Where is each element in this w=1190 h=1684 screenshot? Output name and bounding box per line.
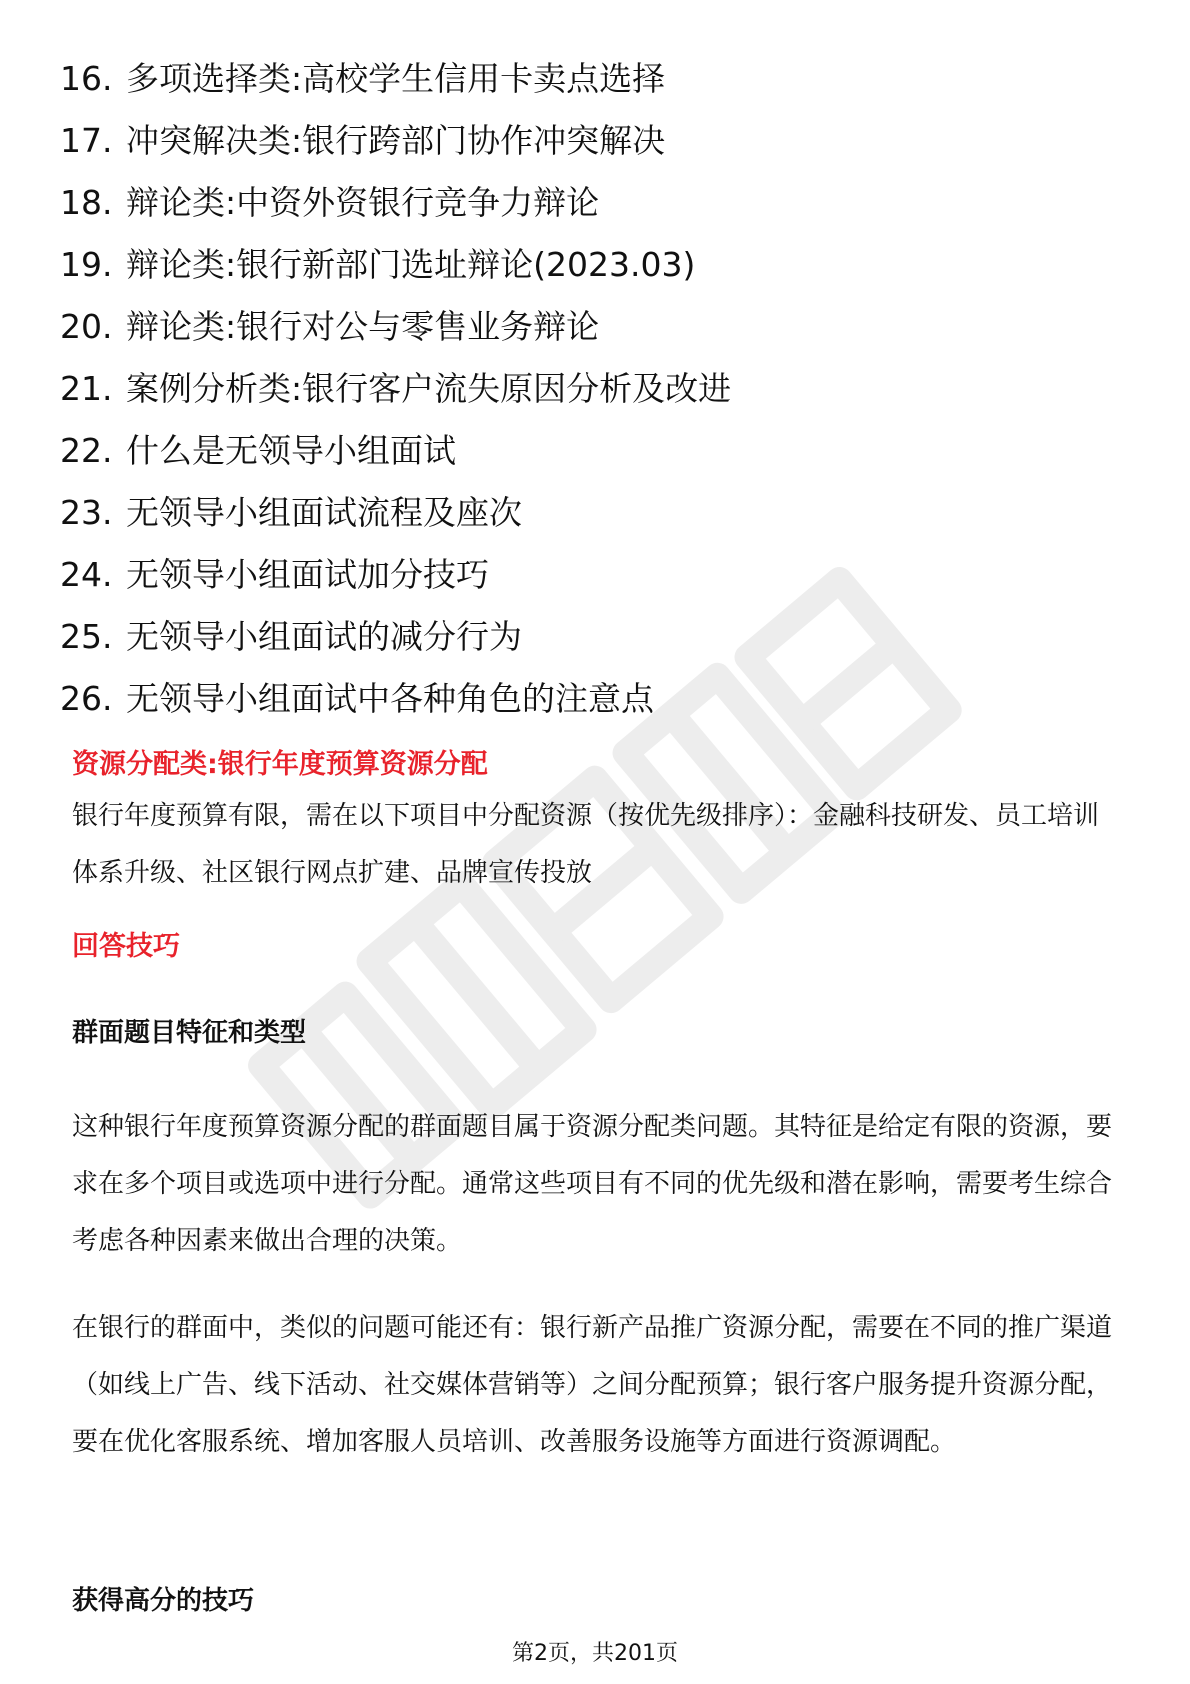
toc-item[interactable]: [60, 48, 731, 110]
toc-title: 辩论类:银行对公与零售业务辩论: [126, 307, 600, 346]
toc-number: 25.: [60, 617, 113, 656]
toc-item[interactable]: [60, 234, 731, 296]
table-of-contents: [60, 48, 731, 730]
toc-number: 18.: [60, 183, 113, 222]
subheading-features: 群面题目特征和类型: [72, 1018, 307, 1048]
toc-item[interactable]: [60, 172, 731, 234]
toc-title: 案例分析类:银行客户流失原因分析及改进: [126, 369, 732, 408]
subheading-high-score-tips: 获得高分的技巧: [72, 1586, 255, 1616]
toc-item[interactable]: [60, 606, 731, 668]
toc-number: 21.: [60, 369, 113, 408]
toc-title: 什么是无领导小组面试: [126, 431, 456, 470]
section-intro: 银行年度预算有限，需在以下项目中分配资源（按优先级排序）：金融科技研发、员工培训体系升级、社区银行网点扩建、品牌宣传投放: [72, 801, 1100, 888]
toc-title: 无领导小组面试流程及座次: [126, 493, 522, 532]
toc-number: 24.: [60, 555, 113, 594]
toc-title: 无领导小组面试加分技巧: [126, 555, 489, 594]
toc-number: 23.: [60, 493, 113, 532]
toc-item[interactable]: [60, 358, 731, 420]
toc-item[interactable]: [60, 668, 731, 730]
toc-item[interactable]: [60, 420, 731, 482]
toc-title: 无领导小组面试的减分行为: [126, 617, 522, 656]
toc-item[interactable]: [60, 482, 731, 544]
toc-number: 17.: [60, 121, 113, 160]
paragraph-similar-questions: 在银行的群面中，类似的问题可能还有：银行新产品推广资源分配，需要在不同的推广渠道（如线上广告、线下活动、社交媒体营销等）之间分配预算；银行客户服务提升资源分配，要在优化客服系统、增加客服人员培训、改善服务设施等方面进行资源调配。: [72, 1313, 1113, 1457]
toc-number: 16.: [60, 59, 113, 98]
paragraph-features: 这种银行年度预算资源分配的群面题目属于资源分配类问题。其特征是给定有限的资源，要求在多个项目或选项中进行分配。通常这些项目有不同的优先级和潜在影响，需要考生综合考虑各种因素来做出合理的决策。: [72, 1112, 1113, 1256]
toc-number: 20.: [60, 307, 113, 346]
toc-title: 辩论类:中资外资银行竞争力辩论: [126, 183, 600, 222]
tips-heading: 回答技巧: [72, 931, 180, 962]
toc-title: 无领导小组面试中各种角色的注意点: [126, 679, 654, 718]
toc-item[interactable]: [60, 544, 731, 606]
section-title: 资源分配类:银行年度预算资源分配: [72, 749, 488, 780]
toc-title: 冲突解决类:银行跨部门协作冲突解决: [126, 121, 666, 160]
toc-title: 辩论类:银行新部门选址辩论(2023.03): [126, 245, 696, 284]
toc-number: 19.: [60, 245, 113, 284]
toc-number: 22.: [60, 431, 113, 470]
toc-item[interactable]: [60, 110, 731, 172]
toc-title: 多项选择类:高校学生信用卡卖点选择: [126, 59, 666, 98]
toc-item[interactable]: [60, 296, 731, 358]
toc-number: 26.: [60, 679, 113, 718]
page-number-footer: 第2页，共201页: [512, 1641, 678, 1666]
